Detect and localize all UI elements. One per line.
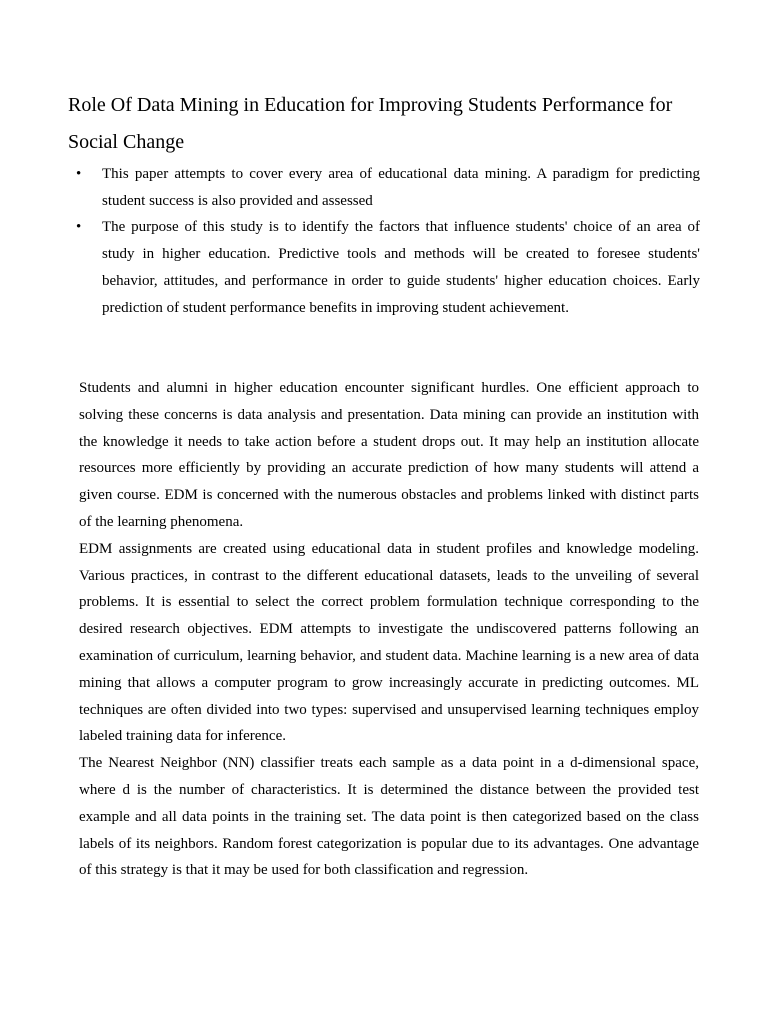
body-text bbox=[79, 375, 699, 884]
bullet-item bbox=[76, 161, 700, 214]
paragraph: EDM assignments are created using educational data in student profiles and knowledge modeling. Various practices, in contrast to the different educational datasets, leads to the unveiling of several problems. It is essential to select the correct problem formulation technique corresponding to the desired research objectives. EDM attempts to investigate the undiscovered patterns following an examination of curriculum, learning behavior, and student data. Machine learning is a new area of data mining that allows a computer program to grow increasingly accurate in predicting outcomes. ML techniques are often divided into two types: supervised and unsupervised learning techniques employ labeled training data for inference. bbox=[79, 540, 699, 745]
paragraph: The Nearest Neighbor (NN) classifier treats each sample as a data point in a d-dimensional space, where d is the number of characteristics. It is determined the distance between the provided test example and all data points in the training set. The data point is then categorized based on the class labels of its neighbors. Random forest categorization is popular due to its advantages. One advantage of this strategy is that it may be used for both classification and regression. bbox=[79, 755, 699, 879]
document-title: Role Of Data Mining in Education for Improving Students Performance for Social Change bbox=[68, 94, 673, 153]
bullet-list bbox=[76, 161, 700, 321]
bullet-text: This paper attempts to cover every area of educational data mining. A paradigm for predicting student success is also provided and assessed bbox=[102, 166, 700, 209]
paragraph: Students and alumni in higher education encounter significant hurdles. One efficient approach to solving these concerns is data analysis and presentation. Data mining can provide an institution with the knowledge it needs to take action before a student drops out. It may help an institution allocate resources more efficiently by providing an accurate prediction of how many students will attend a given course. EDM is concerned with the numerous obstacles and problems linked with distinct parts of the learning phenomena. bbox=[79, 380, 699, 530]
bullet-icon: • bbox=[76, 219, 82, 236]
bullet-icon: • bbox=[76, 166, 82, 182]
bullet-text: The purpose of this study is to identify the factors that influence students' choice of an area of study in higher education. Predictive tools and methods will be created to foresee students' behavior, attitudes, and performance in order to guide students' higher education choices. Early prediction of student performance benefits in improving student achievement. bbox=[102, 219, 700, 316]
bullet-item bbox=[76, 214, 700, 321]
